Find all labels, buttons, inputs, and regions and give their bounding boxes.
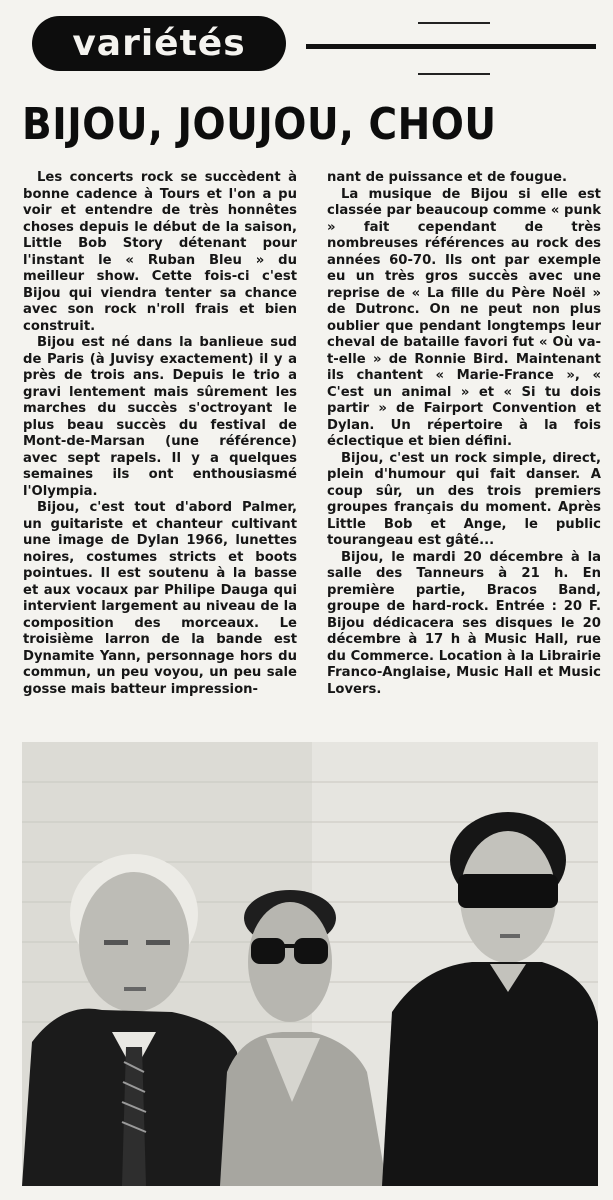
article-paragraph: Bijou est né dans la banlieue sud de Paris (à Juvisy exactement) il y a près de trois ans. Depuis le trio a gravi lentement mais sûrement les marches du succès s'octroyant le plus beau succès du festival de Mont-de-Marsan (une référence) avec sept rapels. Il y a quelques semaines ils ont enthousiasmé l'Olympia. [23, 335, 297, 499]
article-paragraph: Les concerts rock se succèdent à bonne cadence à Tours et l'on a pu voir et entendre de très honnêtes choses depuis le début de la saison, Little Bob Story détenant pour l'instant le « Ruban Bleu » du meilleur show. Cette fois-ci c'est Bijou qui viendra tenter sa chance avec son rock n'roll frais et bien construit. [23, 170, 297, 334]
header-rule-thin-bottom [418, 73, 490, 75]
article-paragraph: Bijou, c'est un rock simple, direct, plein d'humour qui fait danser. A coup sûr, un des trois premiers groupes français du moment. Après Little Bob et Ange, le public tourangeau est gâté... [327, 450, 601, 548]
article-paragraph: Bijou, le mardi 20 décembre à la salle des Tanneurs à 21 h. En première partie, Bracos Band, groupe de hard-rock. Entrée : 20 F. Bijou dédicacera ses disques le 20 décembre à 17 h à Music Hall, rue du Commerce. Location à la Librairie Franco-Anglaise, Music Hall et Music Lovers. [327, 549, 601, 697]
article-paragraph: La musique de Bijou si elle est classée par beaucoup comme « punk » fait cependant de très nombreuses références au rock des années 60-70. Ils ont par exemple eu un très gros succès avec une reprise de « La fille du Père Noël » de Dutronc. On ne peut non plus oublier que pendant longtemps leur cheval de bataille favori fut « Où va-t-elle » de Ronnie Bird. Maintenant ils chantent « Marie-France », « C'est un animal » et « Si tu dois partir » de Fairport Convention et Dylan. Un répertoire à la fois éclectique et bien défini. [327, 186, 601, 449]
article-title: BIJOU, JOUJOU, CHOU [22, 100, 497, 151]
section-label: variétés [72, 22, 246, 64]
article-column-left [23, 170, 297, 698]
article-column-right [327, 170, 601, 698]
section-badge [32, 16, 286, 71]
header-rule-thin-top [418, 22, 490, 24]
article-paragraph-continued: nant de puissance et de fougue. [327, 170, 568, 185]
band-photo [22, 742, 598, 1186]
article-paragraph: Bijou, c'est tout d'abord Palmer, un guitariste et chanteur cultivant une image de Dylan 1966, lunettes noires, costumes stricts et boots pointues. Il est soutenu à la basse et aux vocaux par Philipe Dauga qui intervient largement au niveau de la composition des morceaux. Le troisième larron de la bande est Dynamite Yann, personnage hors du commun, un peu voyou, un peu sale gosse mais batteur impression- [23, 500, 297, 697]
header-rule-thick [306, 44, 596, 49]
